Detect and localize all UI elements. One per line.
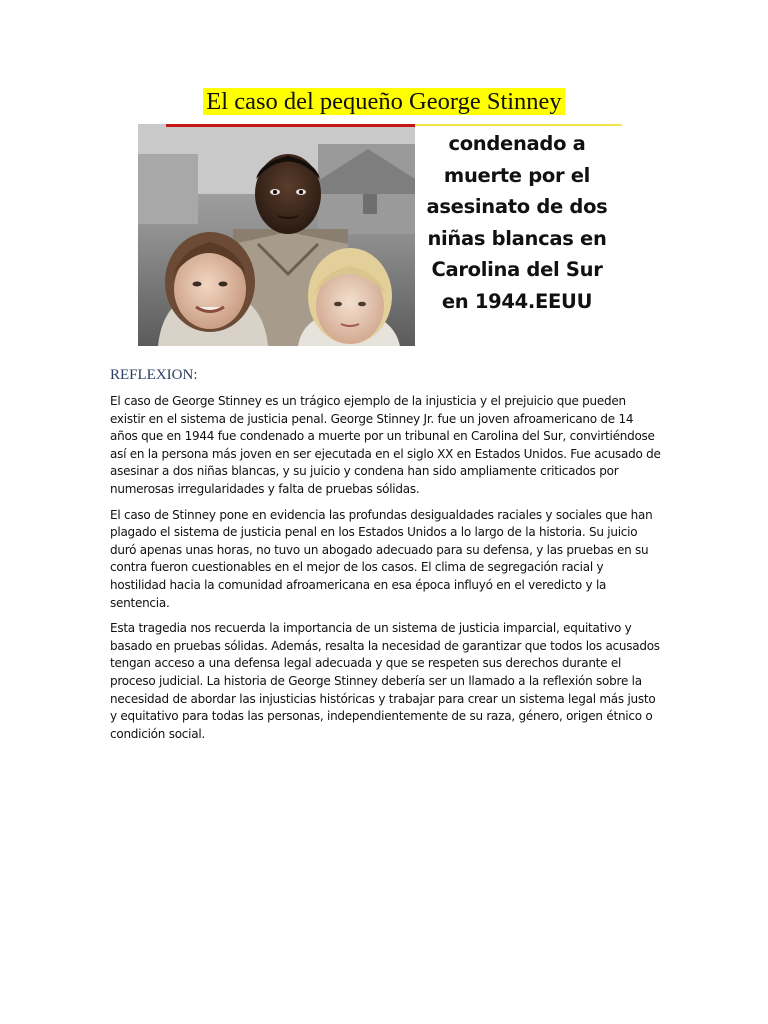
photo-red-bar (166, 124, 415, 127)
header-banner (138, 124, 622, 346)
banner-yellow-line (415, 124, 622, 126)
caption-line: condenado a (448, 132, 586, 155)
child-photo-illustration (138, 124, 415, 346)
body-text (110, 393, 662, 751)
caption-line: Carolina del Sur (431, 258, 603, 282)
banner-caption (423, 128, 611, 318)
page-title-text: El caso del pequeño George Stinney (203, 88, 564, 115)
section-heading: REFLEXION: (110, 367, 198, 383)
historical-photo (138, 124, 415, 346)
paragraph: El caso de Stinney pone en evidencia las profundas desigualdades raciales y sociales que han plagado el sistema de justicia penal en los Estados Unidos a lo largo de la historia. Su juicio duró apenas unas horas, no tuvo un abogado adecuado para su defensa, y las pruebas en su contra fueron cuestionables en el mejor de los casos. El clima de segregación racial y hostilidad hacia la comunidad afroamericana en esa época influyó en el veredicto y la sentencia. (110, 507, 653, 610)
paragraph: El caso de George Stinney es un trágico ejemplo de la injusticia y el prejuicio que pueden existir en el sistema de justicia penal. George Stinney Jr. fue un joven afroamericano de 14 años que en 1944 fue condenado a muerte por un tribunal en Carolina del Sur, convirtiéndose así en la persona más joven en ser ejecutada en el siglo XX en Estados Unidos. Fue acusado de asesinar a dos niñas blancas, y su juicio y condena han sido ampliamente criticados por numerosas irregularidades y falta de pruebas sólidas. (110, 394, 661, 496)
caption-line: en 1944.EEUU (441, 289, 593, 313)
caption-line: asesinato de dos (426, 195, 608, 219)
page-title (0, 87, 768, 117)
caption-line: muerte por el (443, 163, 591, 187)
caption-line: niñas blancas en (427, 226, 607, 250)
paragraph: Esta tragedia nos recuerda la importancia de un sistema de justicia imparcial, equitativo y basado en pruebas sólidas. Además, resalta la necesidad de garantizar que todos los acusados tengan acceso a una defensa legal adecuada y que se respeten sus derechos durante el proceso judicial. La historia de George Stinney debería ser un llamado a la reflexión sobre la necesidad de abordar las injusticias históricas y trabajar para crear un sistema legal más justo y equitativo para todas las personas, independientemente de su raza, género, origen étnico o condición social. (110, 621, 660, 741)
